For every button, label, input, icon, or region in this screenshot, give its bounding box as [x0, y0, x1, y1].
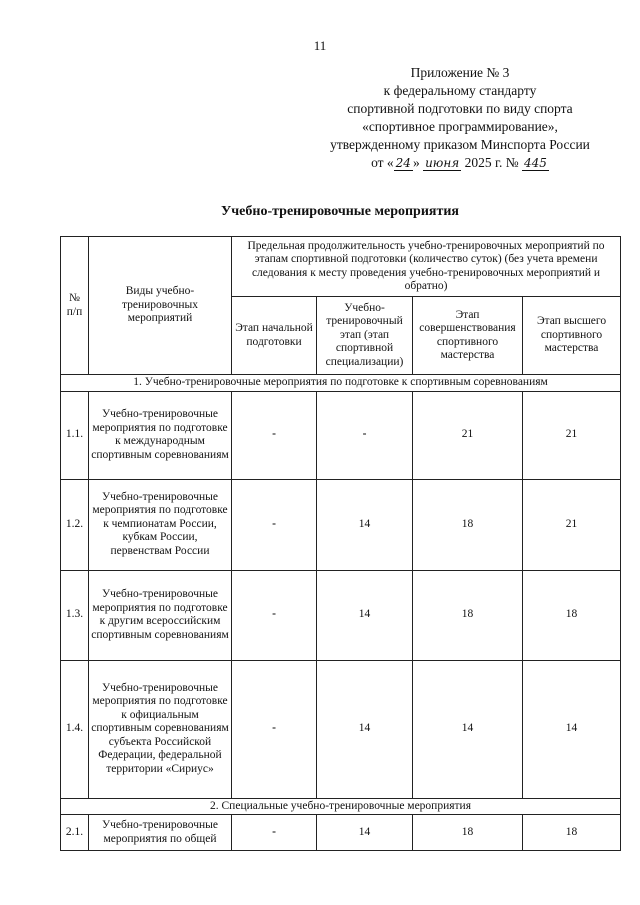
header-type: Виды учебно-тренировочных мероприятий [89, 237, 232, 375]
table-row [61, 570, 621, 660]
row-value-stage-3: 14 [413, 660, 523, 798]
row-name: Учебно-тренировочные мероприятия по общей [89, 815, 232, 851]
appendix-title: Приложение № 3 [410, 65, 510, 80]
table-row [61, 815, 621, 851]
document-title: Учебно-тренировочные мероприятия [221, 204, 459, 219]
header-stage-3: Этап совершенствования спортивного мастерства [413, 297, 523, 375]
row-name: Учебно-тренировочные мероприятия по подготовке к чемпионатам России, кубкам России, первенствам России [89, 479, 232, 570]
appendix-line: «спортивное программирование», [362, 119, 558, 134]
appendix-line: к федеральному стандарту [383, 83, 537, 98]
row-num: 1.3. [61, 570, 89, 660]
row-value-stage-2: 14 [317, 479, 413, 570]
table-row [61, 660, 621, 798]
row-value-stage-1: - [232, 570, 317, 660]
row-value-stage-1: - [232, 660, 317, 798]
row-value-stage-3: 18 [413, 570, 523, 660]
appendix-line: утвержденному приказом Минспорта России [330, 137, 590, 152]
row-num: 1.2. [61, 479, 89, 570]
row-value-stage-4: 21 [523, 391, 621, 479]
row-value-stage-4: 21 [523, 479, 621, 570]
date-mid: » [412, 155, 420, 170]
row-value-stage-1: - [232, 815, 317, 851]
row-value-stage-1: - [232, 479, 317, 570]
row-value-stage-4: 18 [523, 815, 621, 851]
header-stage-4: Этап высшего спортивного мастерства [523, 297, 621, 375]
order-number: 445 [524, 156, 547, 170]
table-row [61, 391, 621, 479]
row-name: Учебно-тренировочные мероприятия по подготовке к официальным спортивным соревнованиям субъекта Российской Федерации, федеральной территории «Сириус» [89, 660, 232, 798]
appendix-line: спортивной подготовки по виду спорта [347, 101, 573, 116]
row-value-stage-3: 18 [413, 479, 523, 570]
header-stage-1: Этап начальной подготовки [232, 297, 317, 375]
row-value-stage-2: 14 [317, 570, 413, 660]
section-title: 1. Учебно-тренировочные мероприятия по подготовке к спортивным соревнованиям [61, 375, 621, 392]
row-num: 1.1. [61, 391, 89, 479]
row-name: Учебно-тренировочные мероприятия по подготовке к другим всероссийским спортивным соревнованиям [89, 570, 232, 660]
date-month: июня [425, 156, 460, 170]
section-row [61, 375, 621, 392]
section-title: 2. Специальные учебно-тренировочные мероприятия [61, 798, 621, 815]
appendix-header [300, 64, 620, 172]
row-value-stage-1: - [232, 391, 317, 479]
row-value-stage-2: 14 [317, 815, 413, 851]
header-num: № п/п [61, 237, 89, 375]
header-group: Предельная продолжительность учебно-тренировочных мероприятий по этапам спортивной подготовки (количество суток) (без учета времени следования к месту проведения учебно-тренировочных мероприятий и обратно) [232, 237, 621, 297]
page-number: 11 [313, 38, 327, 53]
row-value-stage-2: - [317, 391, 413, 479]
date-prefix: от « [371, 155, 394, 170]
header-stage-2: Учебно-тренировочный этап (этап спортивной специализации) [317, 297, 413, 375]
row-value-stage-3: 21 [413, 391, 523, 479]
row-value-stage-4: 14 [523, 660, 621, 798]
row-name: Учебно-тренировочные мероприятия по подготовке к международным спортивным соревнованиям [89, 391, 232, 479]
section-row [61, 798, 621, 815]
date-year: 2025 г. № [464, 155, 519, 170]
row-value-stage-3: 18 [413, 815, 523, 851]
date-day: 24 [395, 156, 411, 170]
row-num: 1.4. [61, 660, 89, 798]
table-header-row [61, 237, 621, 297]
row-num: 2.1. [61, 815, 89, 851]
events-table [60, 236, 621, 851]
row-value-stage-2: 14 [317, 660, 413, 798]
row-value-stage-4: 18 [523, 570, 621, 660]
table-row [61, 479, 621, 570]
appendix-date-line [300, 154, 620, 172]
